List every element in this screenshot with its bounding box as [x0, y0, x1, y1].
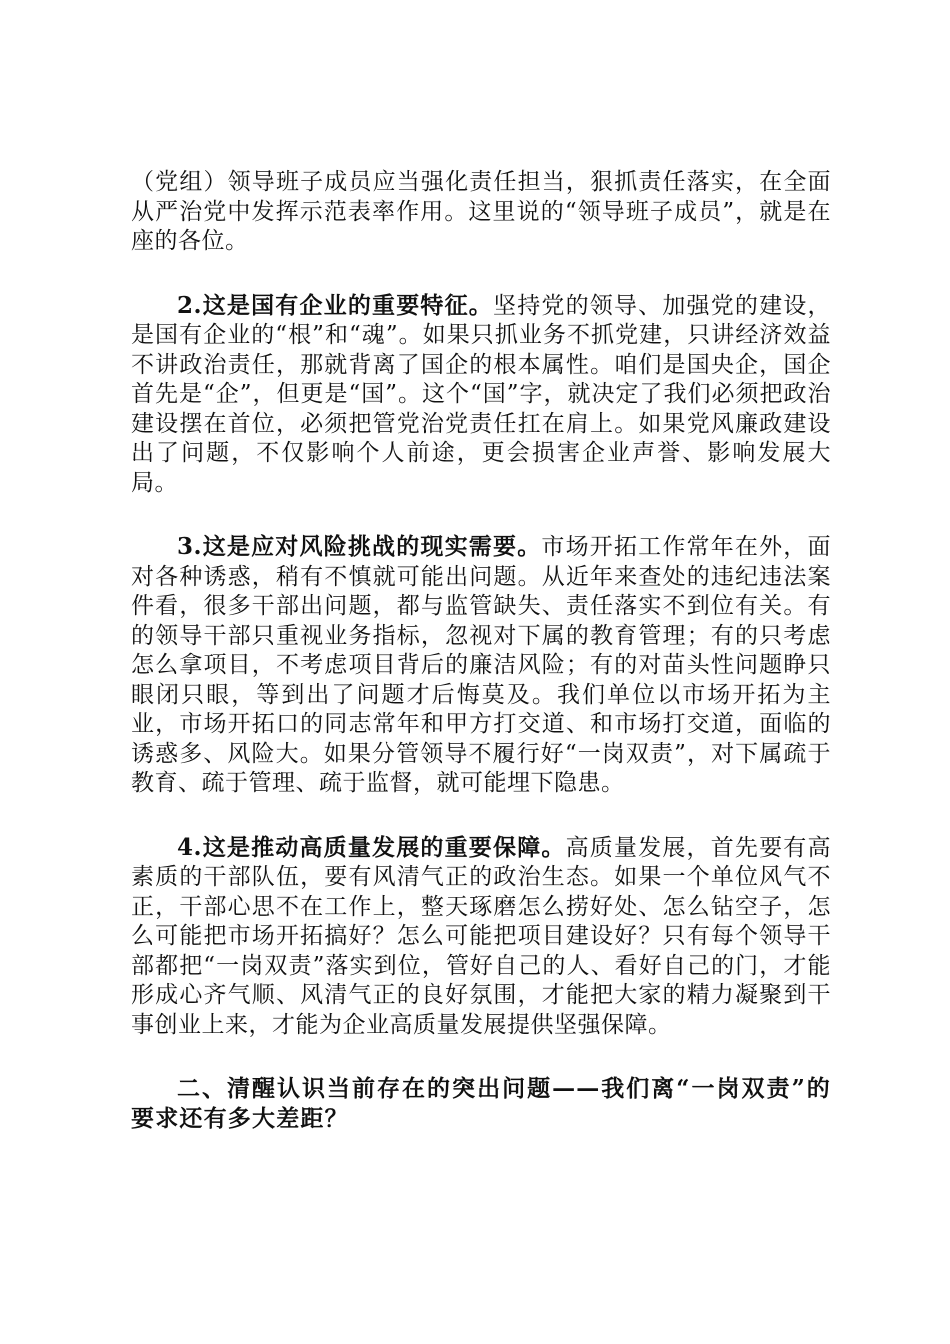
paragraph-body: 高质量发展，首先要有高素质的干部队伍，要有风清气正的政治生态。如果一个单位风气不正，干部心思不在工作上，整天琢磨怎么捞好处、怎么钻空子，怎么可能把市场开拓搞好？怎么可能把项目建设好？只有每个领导干部都把“一岗双责”落实到位，管好自己的人、看好自己的门，才能形成心齐气顺、风清气正的良好氛围，才能把大家的精力凝聚到干事创业上来，才能为企业高质量发展提供坚强保障。	[131, 834, 831, 1038]
paragraph-body: 坚持党的领导、加强党的建设，是国有企业的“根”和“魂”。如果只抓业务不抓党建，只讲经济效益不讲政治责任，那就背离了国企的根本属性。咱们是国央企，国企首先是“企”，但更是“国”。这个“国”字，就决定了我们必须把政治建设摆在首位，必须把管党治党责任扛在肩上。如果党风廉政建设出了问题，不仅影响个人前途，更会损害企业声誉、影响发展大局。	[131, 292, 832, 496]
paragraph-lead: 2.这是国有企业的重要特征。	[177, 291, 494, 319]
document-page	[131, 168, 831, 1133]
paragraph-lead: 4.这是推动高质量发展的重要保障。	[177, 833, 566, 861]
paragraph-body: 市场开拓工作常年在外，面对各种诱惑，稍有不慎就可能出问题。从近年来查处的违纪违法案件看，很多干部出问题，都与监管缺失、责任落实不到位有关。有的领导干部只重视业务指标，忽视对下属的教育管理；有的只考虑怎么拿项目，不考虑项目背后的廉洁风险；有的对苗头性问题睁只眼闭只眼，等到出了问题才后悔莫及。我们单位以市场开拓为主业，市场开拓口的同志常年和甲方打交道、和市场打交道，面临的诱惑多、风险大。如果分管领导不履行好“一岗双责”，对下属疏于教育、疏于管理、疏于监督，就可能埋下隐患。	[131, 534, 831, 796]
paragraph-body: （党组）领导班子成员应当强化责任担当，狠抓责任落实，在全面从严治党中发挥示范表率作用。这里说的“领导班子成员”，就是在座的各位。	[131, 169, 831, 254]
section-heading: 二、清醒认识当前存在的突出问题——我们离“一岗双责”的要求还有多大差距？	[131, 1075, 831, 1132]
paragraph-point-4	[131, 833, 831, 1041]
paragraph-point-3	[131, 532, 831, 799]
paragraph-point-2	[131, 291, 831, 499]
paragraph-lead: 3.这是应对风险挑战的现实需要。	[177, 533, 542, 560]
paragraph-continuation	[131, 168, 831, 257]
